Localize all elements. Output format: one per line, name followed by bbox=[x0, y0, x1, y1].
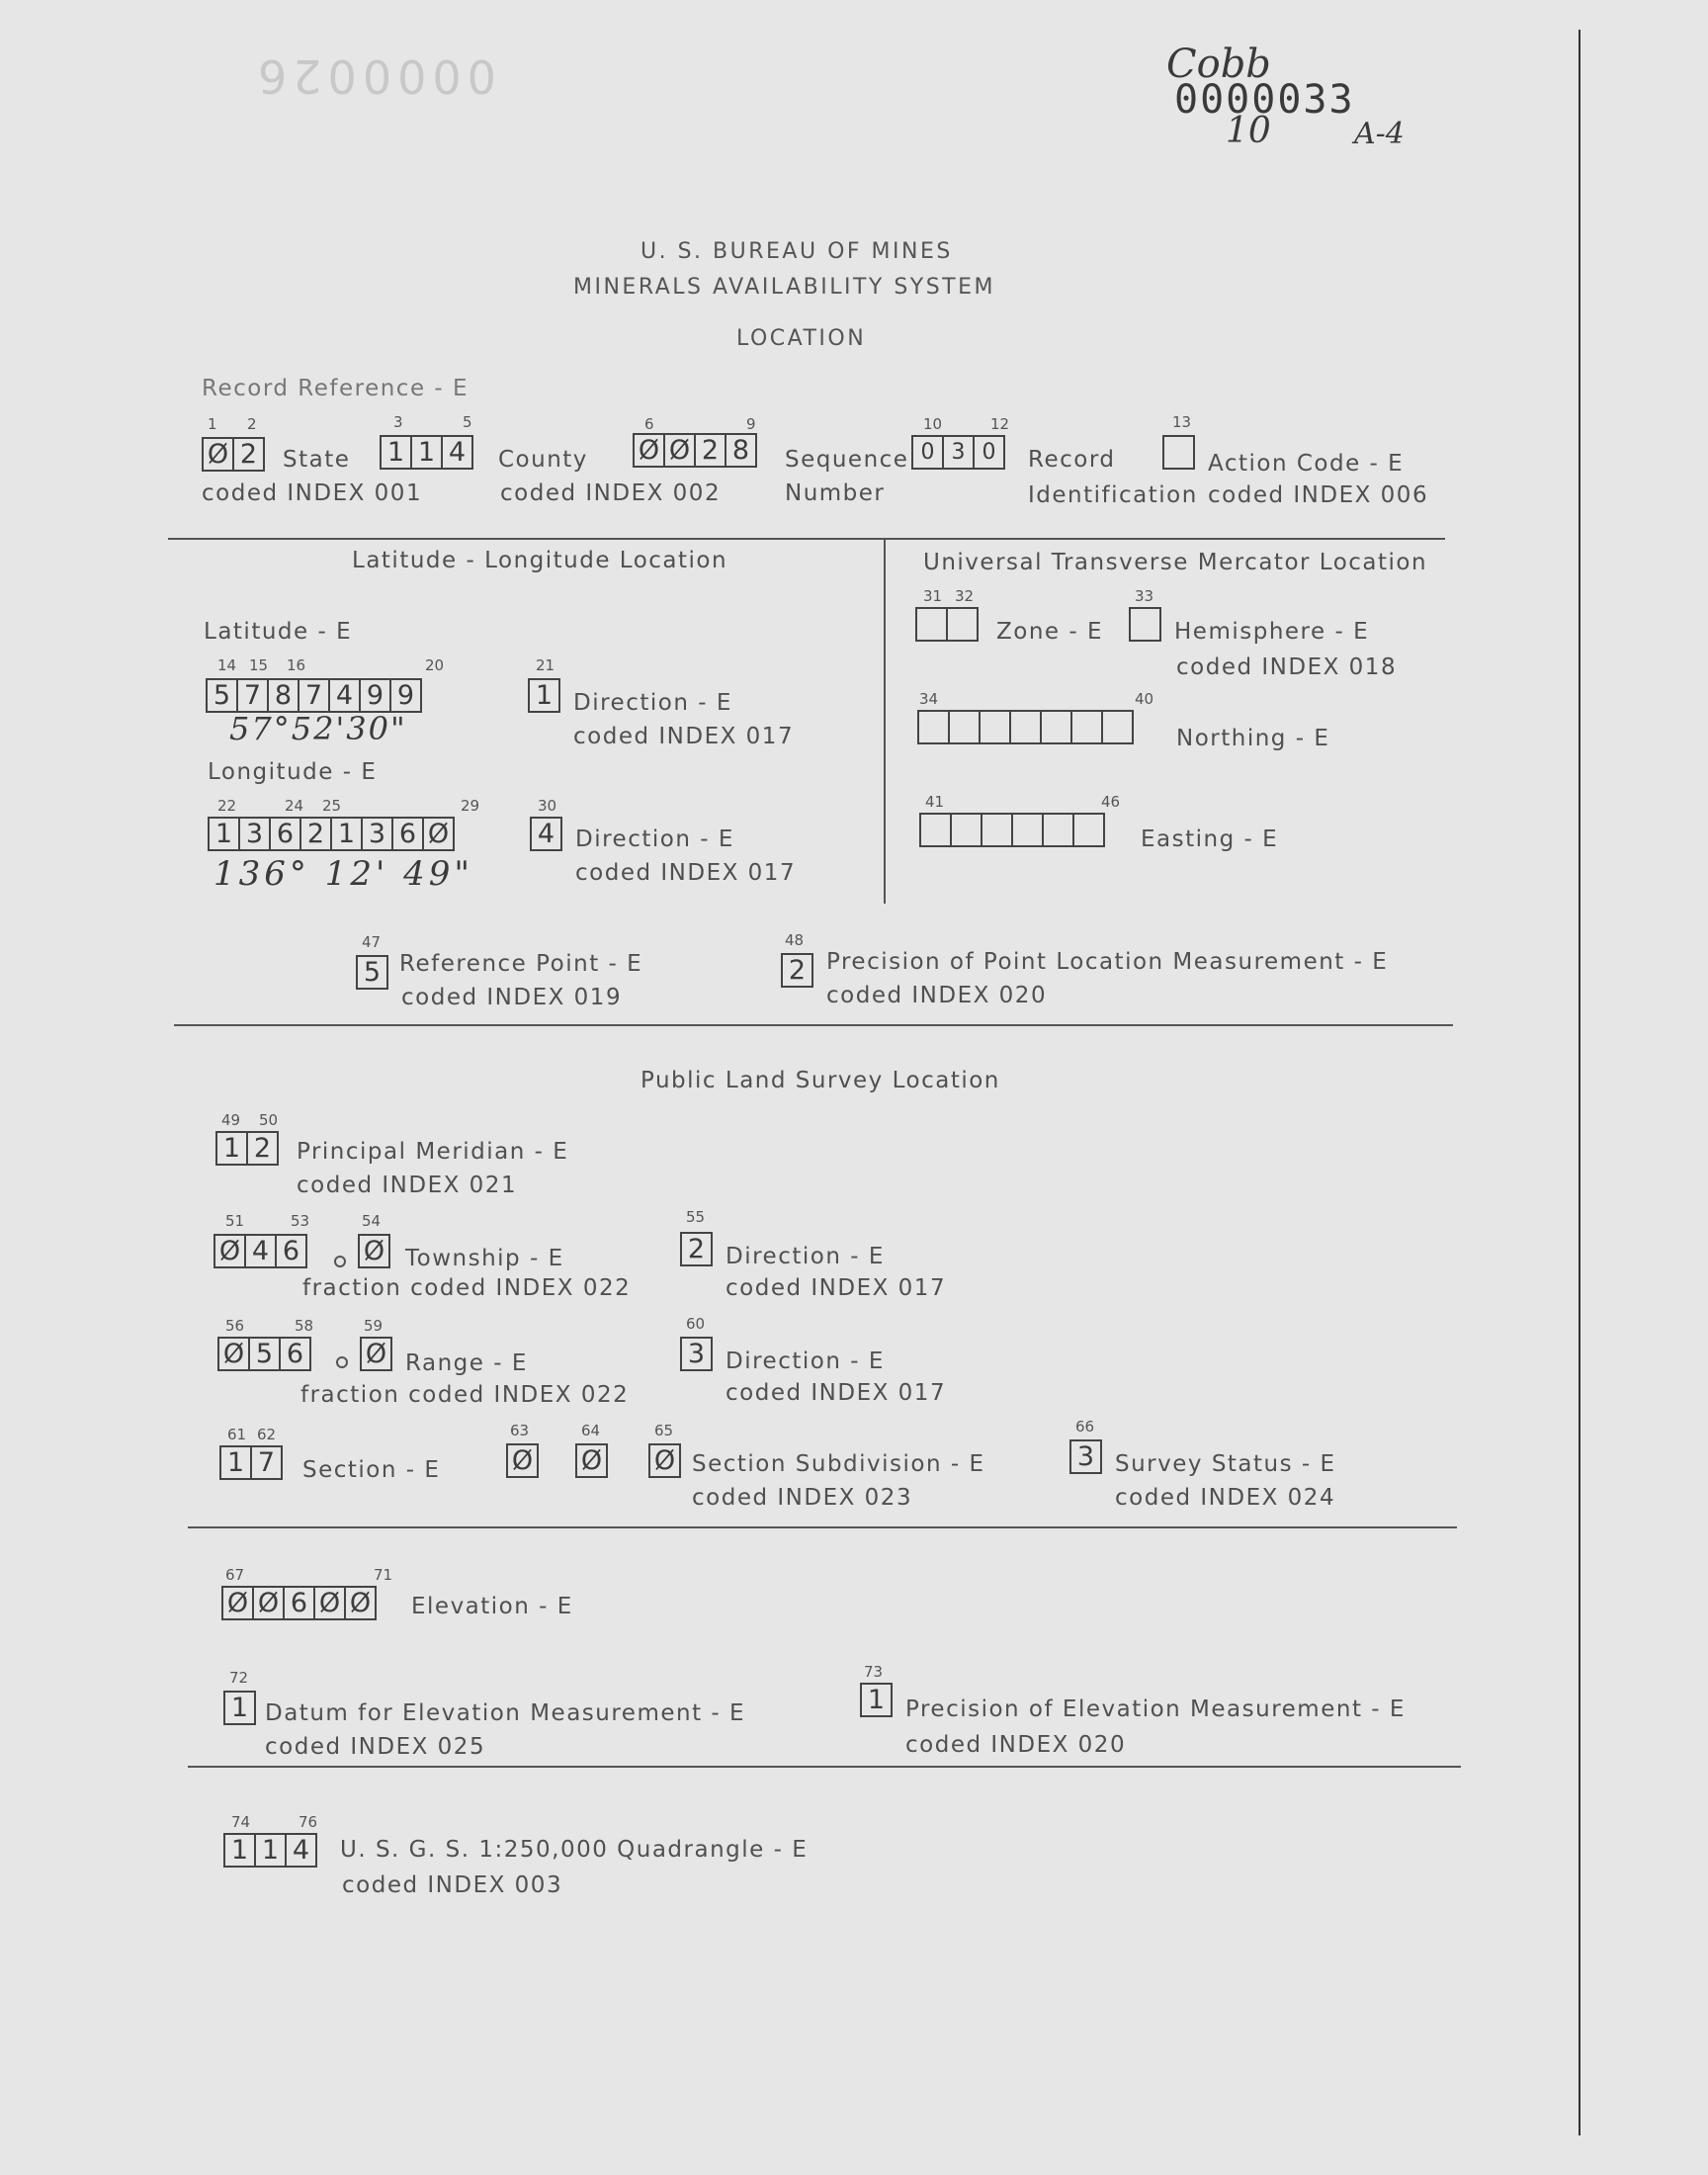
range-direction-box bbox=[680, 1337, 713, 1371]
reference-point-label: Reference Point - E bbox=[399, 951, 643, 977]
col-num: 5 bbox=[463, 413, 472, 431]
digit-box: 5 bbox=[248, 1337, 281, 1371]
digit-box: 2 bbox=[781, 953, 813, 988]
col-num: 1 bbox=[208, 415, 217, 433]
faded-stamp: 0000026 bbox=[252, 49, 496, 103]
digit-box: 4 bbox=[530, 817, 562, 851]
col-num: 15 bbox=[249, 656, 269, 674]
digit-box: 0 bbox=[911, 435, 944, 470]
col-num: 63 bbox=[510, 1422, 530, 1439]
record-id-label: Record bbox=[1028, 447, 1116, 473]
digit-box: 2 bbox=[299, 817, 332, 851]
digit-box: 4 bbox=[328, 678, 361, 713]
township-boxes bbox=[214, 1234, 307, 1268]
utm-title: Universal Transverse Mercator Location bbox=[923, 550, 1428, 575]
latitude-boxes bbox=[206, 678, 422, 713]
digit-box: 6 bbox=[279, 1337, 311, 1371]
zone-label: Zone - E bbox=[996, 619, 1104, 645]
digit-box: 1 bbox=[410, 435, 443, 470]
county-label: County bbox=[498, 447, 588, 473]
col-num: 41 bbox=[925, 793, 945, 811]
digit-box: Ø bbox=[648, 1443, 681, 1478]
col-num: 29 bbox=[461, 797, 480, 815]
col-num: 49 bbox=[221, 1111, 241, 1129]
zone-boxes bbox=[915, 607, 979, 642]
divider bbox=[188, 1526, 1457, 1528]
sequence-label: Sequence bbox=[785, 447, 909, 473]
col-num: 66 bbox=[1075, 1418, 1095, 1436]
datum-label: Datum for Elevation Measurement - E bbox=[265, 1700, 746, 1726]
digit-box bbox=[919, 813, 952, 847]
col-num: 56 bbox=[225, 1317, 245, 1335]
subdivision-label: Section Subdivision - E bbox=[692, 1451, 985, 1477]
pls-title: Public Land Survey Location bbox=[640, 1068, 1000, 1093]
digit-box bbox=[915, 607, 948, 642]
longitude-label: Longitude - E bbox=[208, 759, 378, 785]
digit-box: 6 bbox=[283, 1586, 315, 1620]
latitude-label: Latitude - E bbox=[204, 619, 353, 645]
digit-box bbox=[1129, 607, 1161, 642]
action-code-sub: coded INDEX 006 bbox=[1208, 482, 1429, 508]
col-num: 9 bbox=[746, 415, 756, 433]
col-num: 73 bbox=[864, 1663, 884, 1681]
range-boxes bbox=[217, 1337, 311, 1371]
digit-box: 1 bbox=[860, 1683, 893, 1717]
range-direction-label: Direction - E bbox=[726, 1348, 885, 1374]
northing-boxes bbox=[917, 710, 1134, 744]
digit-box: 2 bbox=[694, 433, 726, 468]
range-sub: fraction coded INDEX 022 bbox=[300, 1382, 630, 1408]
digit-box: 0 bbox=[973, 435, 1005, 470]
digit-box: 5 bbox=[356, 955, 388, 990]
longitude-handwritten: 136° 12' 49" bbox=[214, 854, 474, 894]
digit-box: 3 bbox=[680, 1337, 713, 1371]
digit-box: 1 bbox=[223, 1691, 256, 1725]
col-num: 51 bbox=[225, 1212, 245, 1230]
digit-box: 7 bbox=[236, 678, 269, 713]
sequence-boxes bbox=[633, 433, 757, 468]
digit-box: 4 bbox=[244, 1234, 277, 1268]
col-num: 16 bbox=[287, 656, 306, 674]
col-num: 47 bbox=[362, 933, 382, 951]
col-num: 67 bbox=[225, 1566, 245, 1584]
digit-box: 3 bbox=[1069, 1439, 1102, 1474]
page-right-border bbox=[1579, 30, 1580, 2135]
record-reference-label: Record Reference - E bbox=[202, 376, 470, 401]
record-id-sub: Identification bbox=[1028, 482, 1198, 508]
county-boxes bbox=[380, 435, 473, 470]
digit-box bbox=[1162, 435, 1195, 470]
range-fraction-box bbox=[360, 1337, 392, 1371]
decimal-point-icon bbox=[334, 1256, 346, 1267]
agency-title: U. S. BUREAU OF MINES bbox=[640, 239, 953, 264]
action-code-box bbox=[1162, 435, 1195, 470]
range-label: Range - E bbox=[405, 1350, 528, 1376]
latitude-direction-box bbox=[528, 678, 560, 713]
col-num: 48 bbox=[785, 931, 805, 949]
northing-label: Northing - E bbox=[1176, 726, 1330, 751]
digit-box: 4 bbox=[285, 1833, 317, 1868]
digit-box: 7 bbox=[298, 678, 330, 713]
decimal-point-icon bbox=[336, 1356, 348, 1368]
meridian-label: Principal Meridian - E bbox=[297, 1139, 569, 1165]
col-num: 76 bbox=[299, 1813, 318, 1831]
col-num: 34 bbox=[919, 690, 939, 708]
digit-box bbox=[1011, 813, 1044, 847]
col-num: 20 bbox=[425, 656, 445, 674]
quadrangle-boxes bbox=[223, 1833, 317, 1868]
col-num: 50 bbox=[259, 1111, 279, 1129]
col-num: 60 bbox=[686, 1315, 706, 1333]
divider bbox=[188, 1766, 1461, 1768]
digit-box bbox=[948, 710, 981, 744]
digit-box: 8 bbox=[267, 678, 299, 713]
survey-status-label: Survey Status - E bbox=[1115, 1451, 1336, 1477]
digit-box bbox=[979, 710, 1011, 744]
elevation-precision-label: Precision of Elevation Measurement - E bbox=[905, 1696, 1406, 1722]
handwritten-suffix: A-4 bbox=[1354, 117, 1405, 151]
col-num: 3 bbox=[393, 413, 403, 431]
digit-box bbox=[1040, 710, 1072, 744]
digit-box bbox=[1072, 813, 1105, 847]
precision-point-sub: coded INDEX 020 bbox=[826, 983, 1048, 1008]
elevation-precision-sub: coded INDEX 020 bbox=[905, 1732, 1127, 1758]
col-num: 32 bbox=[955, 587, 975, 605]
digit-box: Ø bbox=[313, 1586, 346, 1620]
handwritten-10: 10 bbox=[1226, 111, 1271, 151]
col-num: 71 bbox=[374, 1566, 393, 1584]
reference-point-box bbox=[356, 955, 388, 990]
col-num: 58 bbox=[295, 1317, 314, 1335]
col-num: 12 bbox=[990, 415, 1010, 433]
digit-box: 3 bbox=[361, 817, 393, 851]
digit-box: 4 bbox=[441, 435, 473, 470]
col-num: 61 bbox=[227, 1426, 247, 1443]
col-num: 64 bbox=[581, 1422, 601, 1439]
handwritten-cobb: Cobb bbox=[1166, 42, 1271, 87]
section-label: Section - E bbox=[302, 1457, 441, 1483]
reference-point-sub: coded INDEX 019 bbox=[401, 985, 623, 1010]
digit-box: Ø bbox=[506, 1443, 539, 1478]
hemisphere-label: Hemisphere - E bbox=[1174, 619, 1370, 645]
col-num: 59 bbox=[364, 1317, 384, 1335]
col-num: 2 bbox=[247, 415, 257, 433]
handwritten-id: 0000033 bbox=[1174, 77, 1355, 123]
longitude-direction-sub: coded INDEX 017 bbox=[575, 860, 797, 886]
digit-box bbox=[946, 607, 979, 642]
digit-box: Ø bbox=[360, 1337, 392, 1371]
meridian-sub: coded INDEX 021 bbox=[297, 1173, 518, 1198]
state-label: State bbox=[283, 447, 351, 473]
latitude-direction-sub: coded INDEX 017 bbox=[573, 724, 795, 749]
col-num: 24 bbox=[285, 797, 304, 815]
system-title: MINERALS AVAILABILITY SYSTEM bbox=[573, 275, 996, 300]
digit-box: Ø bbox=[575, 1443, 608, 1478]
digit-box: 2 bbox=[246, 1131, 279, 1166]
digit-box: Ø bbox=[252, 1586, 285, 1620]
col-num: 65 bbox=[654, 1422, 674, 1439]
township-fraction-box bbox=[358, 1234, 390, 1268]
latlong-title: Latitude - Longitude Location bbox=[352, 548, 728, 573]
digit-box: 3 bbox=[238, 817, 271, 851]
township-direction-label: Direction - E bbox=[726, 1244, 885, 1269]
digit-box: 8 bbox=[725, 433, 757, 468]
digit-box: 6 bbox=[275, 1234, 307, 1268]
township-label: Township - E bbox=[405, 1246, 564, 1271]
digit-box bbox=[1070, 710, 1103, 744]
col-num: 46 bbox=[1101, 793, 1121, 811]
col-num: 13 bbox=[1172, 413, 1192, 431]
longitude-boxes bbox=[208, 817, 455, 851]
digit-box: Ø bbox=[422, 817, 455, 851]
datum-box bbox=[223, 1691, 256, 1725]
precision-point-label: Precision of Point Location Measurement - E bbox=[826, 949, 1389, 975]
township-direction-box bbox=[680, 1232, 713, 1266]
sequence-sub: Number bbox=[785, 480, 886, 506]
subdivision-sub: coded INDEX 023 bbox=[692, 1485, 913, 1511]
col-num: 22 bbox=[217, 797, 237, 815]
digit-box: 1 bbox=[223, 1833, 256, 1868]
digit-box: 7 bbox=[250, 1445, 283, 1480]
digit-box bbox=[917, 710, 950, 744]
col-num: 40 bbox=[1135, 690, 1154, 708]
digit-box bbox=[981, 813, 1013, 847]
digit-box: 5 bbox=[206, 678, 238, 713]
easting-label: Easting - E bbox=[1141, 826, 1279, 852]
digit-box: Ø bbox=[663, 433, 696, 468]
elevation-boxes bbox=[221, 1586, 377, 1620]
county-sub: coded INDEX 002 bbox=[500, 480, 722, 506]
digit-box: 3 bbox=[942, 435, 975, 470]
datum-sub: coded INDEX 025 bbox=[265, 1734, 486, 1760]
state-sub: coded INDEX 001 bbox=[202, 480, 423, 506]
col-num: 72 bbox=[229, 1669, 249, 1687]
digit-box: 9 bbox=[389, 678, 422, 713]
digit-box: Ø bbox=[214, 1234, 246, 1268]
col-num: 31 bbox=[923, 587, 943, 605]
digit-box: Ø bbox=[358, 1234, 390, 1268]
digit-box bbox=[1101, 710, 1134, 744]
digit-box: 2 bbox=[680, 1232, 713, 1266]
subdivision-box-2 bbox=[575, 1443, 608, 1478]
digit-box: Ø bbox=[202, 437, 234, 472]
easting-boxes bbox=[919, 813, 1105, 847]
col-num: 33 bbox=[1135, 587, 1154, 605]
digit-box bbox=[950, 813, 982, 847]
digit-box: 1 bbox=[215, 1131, 248, 1166]
column-divider bbox=[884, 540, 886, 904]
digit-box bbox=[1009, 710, 1042, 744]
latitude-handwritten: 57°52'30" bbox=[229, 710, 407, 747]
subdivision-box-1 bbox=[506, 1443, 539, 1478]
precision-point-box bbox=[781, 953, 813, 988]
township-sub: fraction coded INDEX 022 bbox=[302, 1275, 632, 1301]
digit-box: 1 bbox=[219, 1445, 252, 1480]
digit-box: 1 bbox=[254, 1833, 287, 1868]
col-num: 25 bbox=[322, 797, 342, 815]
col-num: 74 bbox=[231, 1813, 251, 1831]
digit-box: 1 bbox=[330, 817, 363, 851]
hemisphere-box bbox=[1129, 607, 1161, 642]
digit-box: Ø bbox=[344, 1586, 377, 1620]
state-boxes bbox=[202, 437, 265, 472]
township-direction-sub: coded INDEX 017 bbox=[726, 1275, 947, 1301]
col-num: 55 bbox=[686, 1208, 706, 1226]
col-num: 62 bbox=[257, 1426, 277, 1443]
survey-status-box bbox=[1069, 1439, 1102, 1474]
hemisphere-sub: coded INDEX 018 bbox=[1176, 654, 1398, 680]
quadrangle-label: U. S. G. S. 1:250,000 Quadrangle - E bbox=[340, 1837, 809, 1863]
longitude-direction-label: Direction - E bbox=[575, 826, 734, 852]
col-num: 53 bbox=[291, 1212, 310, 1230]
digit-box: 6 bbox=[269, 817, 301, 851]
quadrangle-sub: coded INDEX 003 bbox=[342, 1872, 563, 1898]
survey-status-sub: coded INDEX 024 bbox=[1115, 1485, 1336, 1511]
digit-box: Ø bbox=[217, 1337, 250, 1371]
divider bbox=[168, 538, 1445, 540]
latitude-direction-label: Direction - E bbox=[573, 690, 732, 716]
record-id-boxes bbox=[911, 435, 1005, 470]
digit-box: Ø bbox=[221, 1586, 254, 1620]
digit-box: 2 bbox=[232, 437, 265, 472]
divider bbox=[174, 1024, 1453, 1026]
meridian-boxes bbox=[215, 1131, 279, 1166]
digit-box: 6 bbox=[391, 817, 424, 851]
digit-box: 1 bbox=[380, 435, 412, 470]
longitude-direction-box bbox=[530, 817, 562, 851]
digit-box: Ø bbox=[633, 433, 665, 468]
col-num: 54 bbox=[362, 1212, 382, 1230]
digit-box bbox=[1042, 813, 1074, 847]
col-num: 6 bbox=[644, 415, 654, 433]
digit-box: 9 bbox=[359, 678, 391, 713]
elevation-label: Elevation - E bbox=[411, 1594, 573, 1619]
digit-box: 1 bbox=[528, 678, 560, 713]
range-direction-sub: coded INDEX 017 bbox=[726, 1380, 947, 1406]
action-code-label: Action Code - E bbox=[1208, 451, 1405, 477]
subdivision-box-3 bbox=[648, 1443, 681, 1478]
elevation-precision-box bbox=[860, 1683, 893, 1717]
page-title: LOCATION bbox=[736, 326, 867, 351]
section-boxes bbox=[219, 1445, 283, 1480]
col-num: 10 bbox=[923, 415, 943, 433]
digit-box: 1 bbox=[208, 817, 240, 851]
col-num: 14 bbox=[217, 656, 237, 674]
col-num: 21 bbox=[536, 656, 555, 674]
col-num: 30 bbox=[538, 797, 557, 815]
